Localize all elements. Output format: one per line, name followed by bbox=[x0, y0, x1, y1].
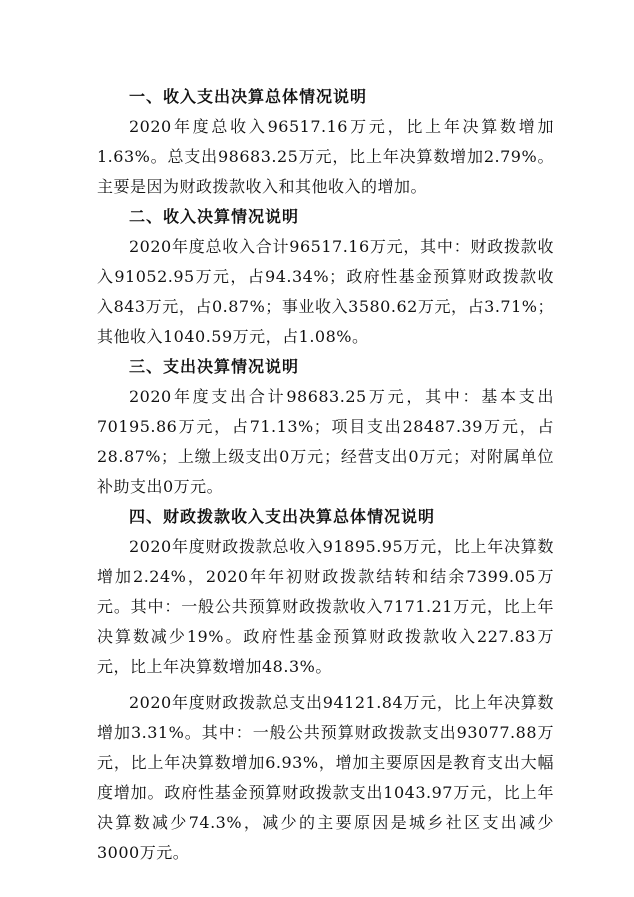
section-overview bbox=[97, 82, 554, 202]
section-fiscal-appropriation bbox=[97, 502, 554, 868]
section-heading: 二、收入决算情况说明 bbox=[129, 207, 300, 226]
section-heading: 三、支出决算情况说明 bbox=[129, 357, 300, 376]
section-expenditure bbox=[97, 352, 554, 502]
section-heading: 四、财政拨款收入支出决算总体情况说明 bbox=[129, 507, 436, 526]
section-paragraph: 2020年度总收入96517.16万元，比上年决算数增加1.63%。总支出98683.25万元，比上年决算数增加2.79%。主要是因为财政拨款收入和其他收入的增加。 bbox=[97, 117, 554, 196]
section-income bbox=[97, 202, 554, 352]
section-paragraph: 2020年度财政拨款总收入91895.95万元，比上年决算数增加2.24%，2020年年初财政拨款结转和结余7399.05万元。其中：一般公共预算财政拨款收入7171.21万元，比上年决算数减少19%。政府性基金预算财政拨款收入227.83万元，比上年决算数增加48.3%。 bbox=[97, 537, 554, 676]
section-paragraph: 2020年度总收入合计96517.16万元，其中：财政拨款收入91052.95万元，占94.34%；政府性基金预算财政拨款收入843万元，占0.87%；事业收入3580.62万元，占3.71%；其他收入1040.59万元，占1.08%。 bbox=[97, 237, 554, 346]
section-paragraph: 2020年度支出合计98683.25万元，其中：基本支出70195.86万元，占71.13%；项目支出28487.39万元，占28.87%；上缴上级支出0万元；经营支出0万元；对附属单位补助支出0万元。 bbox=[97, 387, 554, 496]
section-heading: 一、收入支出决算总体情况说明 bbox=[129, 87, 368, 106]
section-paragraph: 2020年度财政拨款总支出94121.84万元，比上年决算数增加3.31%。其中：一般公共预算财政拨款支出93077.88万元，比上年决算数增加6.93%，增加主要原因是教育支出大幅度增加。政府性基金预算财政拨款支出1043.97万元，比上年决算数减少74.3%，减少的主要原因是城乡社区支出减少3000万元。 bbox=[97, 693, 554, 862]
